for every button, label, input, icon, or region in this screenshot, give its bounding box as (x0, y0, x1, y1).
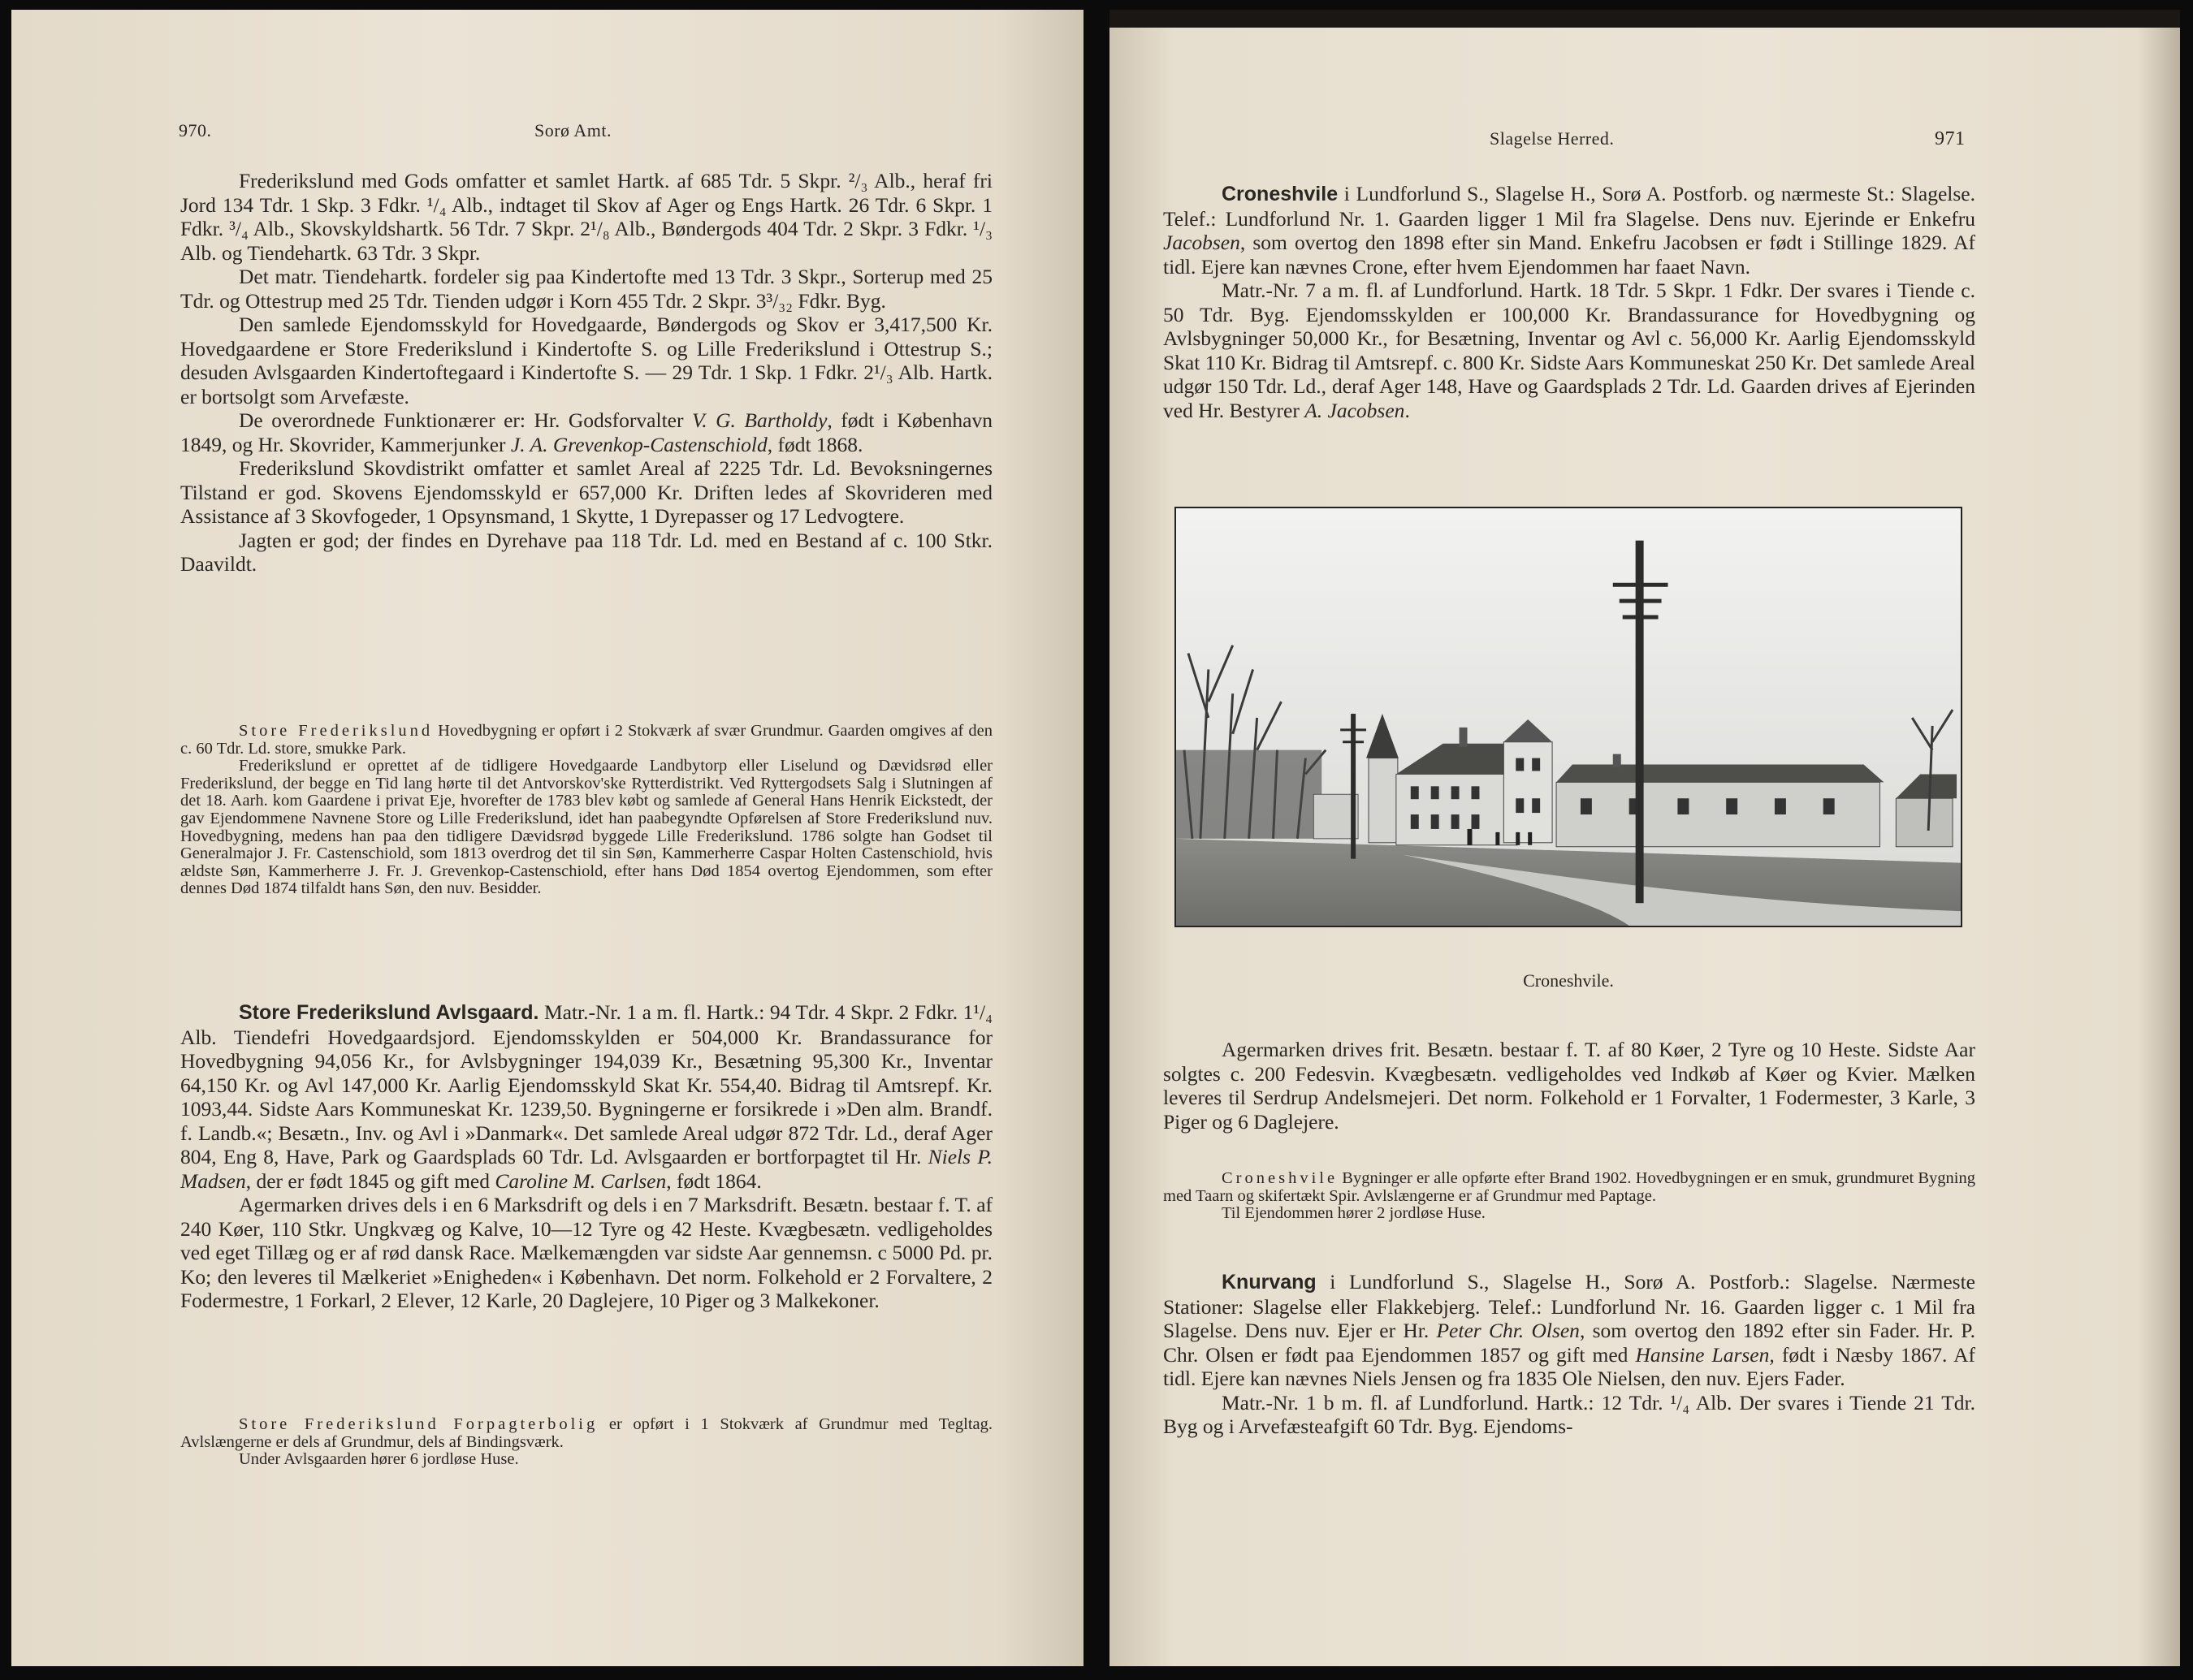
paragraph-matr: Matr.-Nr. 7 a m. fl. af Lundforlund. Hartk. 18 Tdr. 5 Skpr. 1 Fdkr. Der svares i Tiende c. 50 Tdr. Byg. Ejendomsskylden er 100,000 Kr. Brandassurance for Hovedbygning og Avlsbygninger 50,000 Kr., for Besætning, Inventar og Avl c. 56,000 Kr. Aarlig Ejendomsskyld Skat 110 Kr. Bidrag til Amtsrepf. c. 800 Kr. Sidste Aars Kommuneskat 250 Kr. Det samlede Areal udgør 150 Tdr. Ld., deraf Ager 148, Have og Gaardsplads 2 Tdr. Ld. Gaarden drives af Ejerinden ved Hr. Bestyrer A. Jacobsen. (1163, 279, 1975, 422)
left-column-avlsgaard (180, 1000, 993, 1313)
running-header: Sorø Amt. (534, 120, 612, 140)
right-page (1109, 10, 2180, 1666)
paragraph-gods: Frederikslund med Gods omfatter et samlet Hartk. af 685 Tdr. 5 Skpr. ²/₃ Alb., heraf fri Jord 134 Tdr. 1 Skp. 3 Fdkr. ¹/₄ Alb., indtaget til Skov af Ager og Engs Hartk. 26 Tdr. 6 Skpr. 1 Fdkr. ³/₄ Alb., Skovskyldshartk. 56 Tdr. 7 Skpr. 2¹/₈ Alb., Bøndergods 404 Tdr. 2 Skpr. 3 Fdkr. ¹/₃ Alb. og Tiendehartk. 63 Tdr. 3 Skpr. (180, 169, 993, 265)
note-huse: Under Avlsgaarden hører 6 jordløse Huse. (239, 1450, 519, 1469)
right-column-top (1163, 182, 1975, 422)
photo-caption: Croneshvile. (1523, 970, 1614, 991)
official-name: J. A. Grevenkop-Castenschiold (510, 432, 768, 456)
left-page (11, 10, 1084, 1666)
entry-knurvang: Knurvang i Lundforlund S., Slagelse H., Sorø A. Postforb.: Slagelse. Nærmeste Stationer: Slagelse eller Flakkebjerg. Telef.: Lundforlund Nr. 16. Gaarden ligger c. 1 Mil fra Slagelse. Dens nuv. Ejer er Hr. Peter Chr. Olsen, som overtog den 1892 efter sin Fader. Hr. P. Chr. Olsen er født paa Ejendommen 1857 og gift med Hansine Larsen, født i Næsby 1867. Af tidl. Ejere kan nævnes Niels Jensen og fra 1835 Ole Nielsen, den nuv. Ejers Fader. (1163, 1270, 1976, 1390)
note-bygninger: Croneshvile Bygninger er alle opførte efter Brand 1902. Hovedbygningen er en smuk, grundmuret Bygning med Taarn og skifertækt Spir. Avlslængerne er af Grundmur med Paptage. (1163, 1169, 1975, 1205)
right-small-print (1163, 1170, 1975, 1223)
page-number: 970. (179, 120, 212, 140)
entry-title: Store Frederikslund Avlsgaard. (239, 1001, 539, 1024)
note-history: Frederikslund er oprettet af de tidligere Hovedgaarde Landbytorp eller Liselund og Dævidsrød eller Frederikslund, der begge en Tid lang hørte til det Antvorskov'ske Rytterdistrikt. Ved Ryttergodsets Salg i Slutningen af det 18. Aarh. kom Gaardene i privat Eje, hvorefter de 1783 blev købt og samlede af General Hans Henrik Eickstedt, der gav Ejendommene Navnene Store og Lille Frederikslund, idet han paabegyndte Opførelsen af Store Frederikslund nuv. Hovedbygning, medens han paa den tidligere Dævidsrød byggede Lille Frederikslund. 1786 solgte han Godset til Generalmajor J. Fr. Castenschiold, som 1813 overdrog det til sin Søn, Kammerherre Caspar Holten Castenschiold, hvis ældste Søn, Kammerherre J. Fr. J. Grevenkop-Castenschiold, efter hans Død 1854 overtog Ejendommen, som efter dennes Død 1874 tilfaldt hans Søn, den nuv. Besidder. (180, 757, 993, 898)
left-small-print (180, 723, 993, 898)
paragraph-tiende: Det matr. Tiendehartk. fordeler sig paa Kindertofte med 13 Tdr. 3 Skpr., Sorterup med 25 Tdr. og Ottestrup med 25 Tdr. Tienden udgør i Korn 455 Tdr. 2 Skpr. 3³/₃₂ Fdkr. Byg. (180, 265, 993, 313)
left-small-print-2 (180, 1416, 993, 1469)
paragraph-agermark: Agermarken drives frit. Besætn. bestaar f. T. af 80 Køer, 2 Tyre og 10 Heste. Sidste Aar solgtes c. 200 Fedesvin. Kvægbesætn. vedligeholdes ved Indkøb af Køer og Kvier. Mælken leveres til Serdrup Andelsmejeri. Det norm. Folkehold er 1 Forvalter, 1 Fodermester, 3 Karle, 3 Piger og 6 Daglejere. (1163, 1038, 1975, 1134)
right-column-knurvang (1163, 1270, 1975, 1439)
right-column-middle (1163, 1038, 1975, 1134)
croneshvile-photo (1174, 507, 1962, 927)
entry-avlsgaard: Store Frederikslund Avlsgaard. Matr.-Nr. 1 a m. fl. Hartk.: 94 Tdr. 4 Skpr. 2 Fdkr. 1¹/₄ Alb. Tiendefri Hovedgaardsjord. Ejendomsskylden er 504,000 Kr. Brandassurance for Hovedbygning 94,056 Kr., for Avlsbygninger 194,039 Kr., Besætning 95,300 Kr., Inventar 64,150 Kr. og Avl 147,000 Kr. Aarlig Ejendomsskyld Skat Kr. 554,40. Bidrag til Amtsrepf. Kr. 1093,44. Sidste Aars Kommuneskat Kr. 1239,50. Bygningerne er forsikrede i »Den alm. Brandf. f. Landb.«; Besætn., Inv. og Avl i »Danmark«. Det samlede Areal udgør 872 Tdr. Ld., deraf Ager 804, Eng 8, Have, Park og Gaardsplads 60 Tdr. Ld. Avlsgaarden er bortforpagtet til Hr. Niels P. Madsen, der er født 1845 og gift med Caroline M. Carlsen, født 1864. (180, 1000, 993, 1193)
official-name: V. G. Bartholdy (691, 408, 828, 432)
left-column-top (180, 169, 993, 577)
note-forpagterbolig: Store Frederikslund Forpagterbolig er opført i 1 Stokværk af Grundmur med Tegltag. Avlslængerne er dels af Grundmur, dels af Bindingsværk. (180, 1415, 993, 1451)
paragraph-skovdistrikt: Frederikslund Skovdistrikt omfatter et samlet Areal af 2225 Tdr. Ld. Bevoksningernes Tilstand er god. Skovens Ejendomsskyld er 657,000 Kr. Driften ledes af Skovrideren med Assistance af 3 Skovfogeder, 1 Opsynsmand, 1 Skytte, 1 Dyrepasser og 17 Ledvogtere. (180, 456, 993, 528)
paragraph-matr-knurvang: Matr.-Nr. 1 b m. fl. af Lundforlund. Hartk.: 12 Tdr. ¹/₄ Alb. Der svares i Tiende 21 Tdr. Byg og i Arvefæsteafgift 60 Tdr. Byg. Ejendoms- (1163, 1390, 1975, 1438)
entry-title: Croneshvile (1222, 183, 1339, 205)
note-huse: Til Ejendommen hører 2 jordløse Huse. (1222, 1204, 1486, 1223)
paragraph-agermark: Agermarken drives dels i en 6 Marksdrift og dels i en 7 Marksdrift. Besætn. bestaar f. T. af 240 Køer, 110 Stkr. Ungkvæg og Kalve, 10—12 Tyre og 42 Heste. Kvægbesætn. vedligeholdes ved eget Tillæg og er af rød dansk Race. Mælkemængden var sidste Aar gennemsn. c 5000 Pd. pr. Ko; den leveres til Mælkeriet »Enigheden« i København. Det norm. Folkehold er 2 Forvaltere, 2 Fodermestre, 1 Forkarl, 2 Elever, 12 Karle, 20 Daglejere, 10 Piger og 3 Malkekoner. (180, 1193, 993, 1312)
running-header: Slagelse Herred. (1490, 128, 1615, 149)
page-number: 971 (1935, 128, 1966, 149)
entry-croneshvile: Croneshvile i Lundforlund S., Slagelse H., Sorø A. Postforb. og nærmeste St.: Slagelse. Telef.: Lundforlund Nr. 1. Gaarden ligger 1 Mil fra Slagelse. Dens nuv. Ejerinde er Enkefru Jacobsen, som overtog den 1898 efter sin Mand. Enkefru Jacobsen er født i Stillinge 1829. Af tidl. Ejere kan nævnes Crone, efter hvem Ejendommen har faaet Navn. (1163, 182, 1975, 279)
entry-title: Knurvang (1222, 1271, 1317, 1293)
paragraph-jagt: Jagten er god; der findes en Dyrehave paa 118 Tdr. Ld. med en Bestand af c. 100 Stkr. Daavildt. (180, 528, 993, 576)
paragraph-officials: De overordnede Funktionærer er: Hr. Godsforvalter V. G. Bartholdy, født i København 1849, og Hr. Skovrider, Kammerjunker J. A. Grevenkop-Castenschiold, født 1868. (180, 408, 993, 456)
paragraph-ejendomsskyld: Den samlede Ejendomsskyld for Hovedgaarde, Bøndergods og Skov er 3,417,500 Kr. Hovedgaardene er Store Frederikslund i Kindertofte S. og Lille Frederikslund i Ottestrup S.; desuden Avlsgaarden Kindertoftegaard i Kindertofte S. — 29 Tdr. 1 Skp. 1 Fdkr. 2¹/₃ Alb. Hartk. er bortsolgt som Arvefæste. (180, 313, 993, 408)
note-hovedbygning: Store Frederikslund Hovedbygning er opført i 2 Stokværk af svær Grundmur. Gaarden omgives af den c. 60 Tdr. Ld. store, smukke Park. (180, 722, 993, 758)
